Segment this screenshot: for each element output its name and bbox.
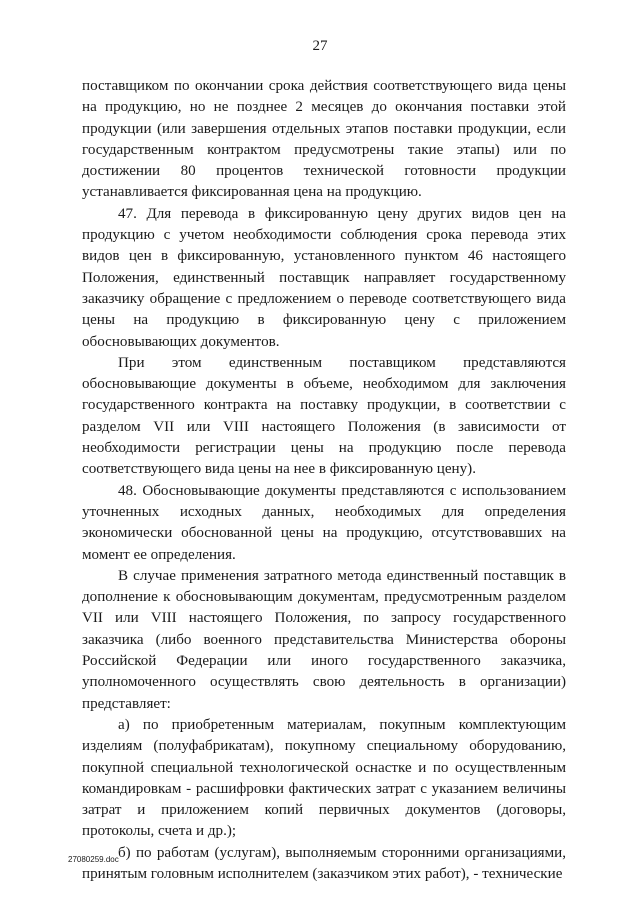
- paragraph-continuation: поставщиком по окончании срока действия соответствующего вида цены на продукцию, но не позднее 2 месяцев до окончания поставки этой продукции (или завершения отдельных этапов поставки продукции, если государственным контрактом предусмотрены такие этапы) или по достижении 80 процентов технической готовности продукции устанавливается фиксированная цена на продукцию.: [82, 78, 566, 201]
- paragraph-item-48: 48. Обосновывающие документы представляются с использованием уточненных исходных данных, необходимых для определения экономически обоснованной цены на продукцию, отсутствовавших на момент ее определения.: [82, 482, 566, 563]
- paragraph-cost-method: В случае применения затратного метода единственный поставщик в дополнение к обосновывающим документам, предусмотренным разделом VII или VIII настоящего Положения, по запросу государственного заказчика (либо военного представительства Министерства обороны Российской Федерации или иного государственного заказчика, уполномоченного осуществлять свою деятельность в организации) представляет:: [82, 567, 566, 712]
- subitem-b: б) по работам (услугам), выполняемым сторонними организациями, принятым головным исполнителем (заказчиком этих работ), - технические: [82, 844, 566, 882]
- subitem-a: а) по приобретенным материалам, покупным комплектующим изделиям (полуфабрикатам), покупному специальному оборудованию, покупной специальной технологической оснастке и по осуществленным командировкам - расшифровки фактических затрат с указанием величины затрат и приложением копий первичных документов (договоры, протоколы, счета и др.);: [82, 716, 566, 840]
- document-body: [82, 76, 566, 885]
- page-number: 27: [312, 38, 328, 54]
- paragraph-item-47: 47. Для перевода в фиксированную цену других видов цен на продукцию с учетом необходимости соблюдения срока перевода этих видов цен в фиксированную, установленного пунктом 46 настоящего Положения, единственный поставщик направляет государственному заказчику обращение с предложением о переводе соответствующего вида цены на продукцию в фиксированную цену с приложением обосновывающих документов.: [82, 205, 566, 350]
- file-name-footer: 27080259.doc: [68, 855, 119, 864]
- paragraph-supplier-documents: При этом единственным поставщиком представляются обосновывающие документы в объеме, необходимом для заключения государственного контракта на поставку продукции, в соответствии с разделом VII или VIII настоящего Положения (в зависимости от необходимости регистрации цены на продукцию после перевода соответствующего вида цены на нее в фиксированную цену).: [82, 354, 566, 478]
